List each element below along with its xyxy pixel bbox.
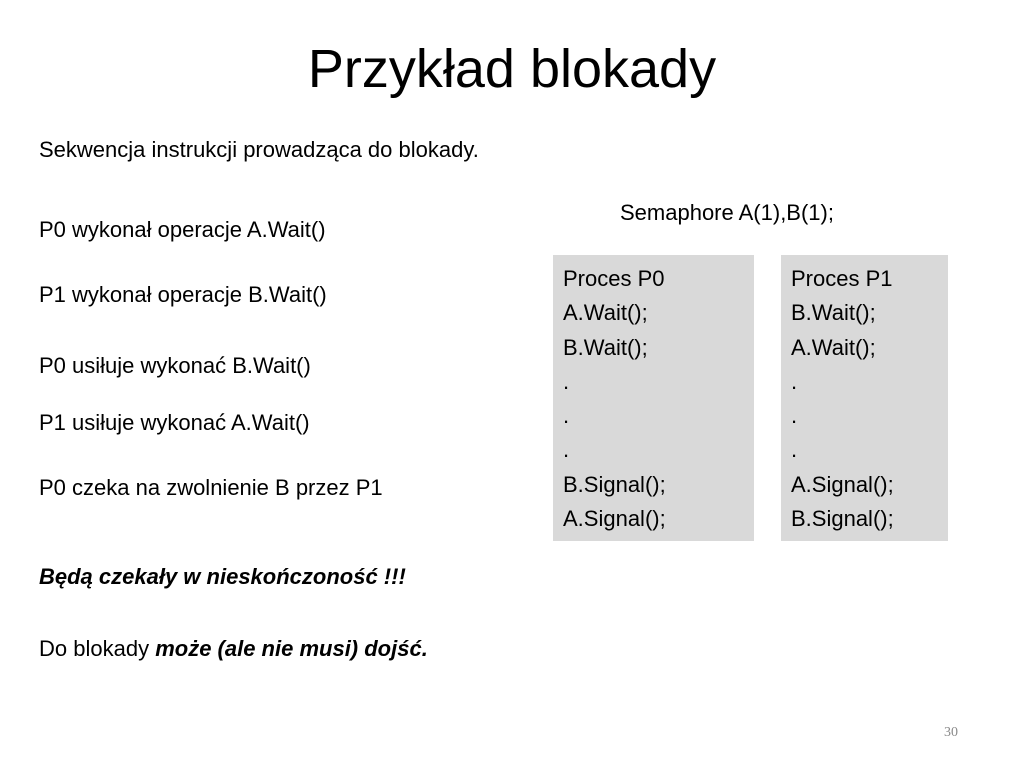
process-p1-header: Proces P1: [791, 266, 893, 291]
process-p1-line: A.Wait();: [791, 334, 876, 360]
step-5: P0 czeka na zwolnienie B przez P1: [39, 475, 383, 500]
process-p0-line: .: [563, 368, 570, 394]
page-number: 30: [944, 725, 958, 740]
process-p0-line: A.Signal();: [563, 506, 666, 532]
process-p1-line: A.Signal();: [791, 471, 894, 497]
process-p0-line: .: [563, 403, 570, 429]
step-1: P0 wykonał operacje A.Wait(): [39, 217, 326, 242]
process-p0-box: [553, 255, 754, 541]
process-p0-header: Proces P0: [563, 266, 665, 291]
process-p0-line: B.Signal();: [563, 471, 666, 497]
process-p1-line: B.Wait();: [791, 300, 876, 326]
step-2: P1 wykonał operacje B.Wait(): [39, 282, 327, 307]
slide-title: Przykład blokady: [307, 39, 717, 99]
conclusion-emphasis: może (ale nie musi) dojść.: [155, 636, 428, 661]
warning-text: Będą czekały w nieskończoność !!!: [39, 564, 406, 589]
process-p1-line: .: [791, 403, 798, 429]
process-p1-line: .: [791, 437, 798, 463]
step-3: P0 usiłuje wykonać B.Wait(): [39, 353, 311, 378]
intro-text: Sekwencja instrukcji prowadząca do blokady.: [39, 137, 479, 162]
process-p0-line: .: [563, 437, 570, 463]
process-p1-line: B.Signal();: [791, 506, 894, 532]
step-4: P1 usiłuje wykonać A.Wait(): [39, 410, 310, 435]
process-p0-line: B.Wait();: [563, 334, 648, 360]
process-p1-box: [781, 255, 948, 541]
semaphore-declaration: Semaphore A(1),B(1);: [620, 200, 834, 225]
conclusion-prefix: Do blokady: [39, 636, 156, 661]
conclusion-text: [39, 634, 428, 664]
process-p0-line: A.Wait();: [563, 300, 648, 326]
process-p1-line: .: [791, 368, 798, 394]
